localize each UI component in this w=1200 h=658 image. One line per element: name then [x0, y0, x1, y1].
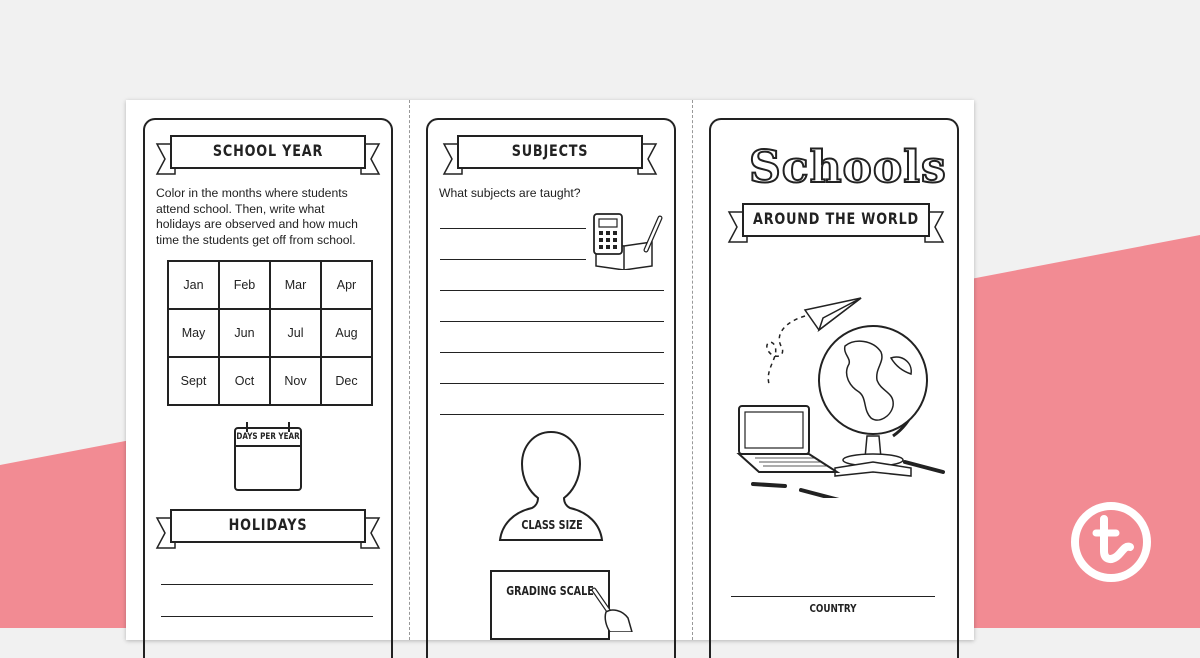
subjects-question: What subjects are taught? [439, 186, 581, 200]
banner-holidays-text: HOLIDAYS [228, 515, 308, 534]
country-write-line[interactable] [731, 596, 935, 597]
subject-write-line[interactable] [440, 352, 664, 353]
calendar-icon [233, 420, 303, 492]
grading-scale-label: GRADING SCALE [506, 584, 594, 598]
month-cell[interactable]: Sept [168, 357, 219, 405]
subject-write-line[interactable] [440, 383, 664, 384]
month-cell[interactable]: Mar [270, 261, 321, 309]
fold-line-1 [409, 100, 410, 640]
country-label: COUNTRY [809, 602, 857, 615]
days-per-year-box[interactable] [233, 420, 303, 492]
teach-starter-logo-icon[interactable] [1066, 497, 1156, 587]
panel-subjects [426, 118, 676, 658]
banner-around-the-world [727, 202, 945, 244]
calculator-book-icon [590, 212, 666, 270]
month-cell[interactable]: Jul [270, 309, 321, 357]
panel-cover [709, 118, 959, 658]
school-year-instructions: Color in the months where students attend school. Then, write what holidays are observed and how much time the students get off from school. [156, 186, 358, 247]
month-cell[interactable]: Nov [270, 357, 321, 405]
month-cell[interactable]: Jan [168, 261, 219, 309]
banner-school-year-text: SCHOOL YEAR [212, 141, 324, 160]
subject-write-line[interactable] [440, 414, 664, 415]
cover-title: Schools [749, 142, 947, 193]
days-per-year-label: DAYS PER YEAR [236, 432, 300, 442]
subject-write-line[interactable] [440, 259, 586, 260]
months-calendar-grid [167, 260, 373, 406]
brochure-sheet [126, 100, 974, 640]
banner-around-the-world-text: AROUND THE WORLD [753, 209, 919, 228]
month-cell[interactable]: Jun [219, 309, 270, 357]
globe-laptop-illustration [735, 288, 945, 498]
holiday-write-line[interactable] [161, 616, 373, 617]
month-cell[interactable]: Aug [321, 309, 372, 357]
subject-write-line[interactable] [440, 321, 664, 322]
month-cell[interactable]: Dec [321, 357, 372, 405]
banner-school-year [155, 134, 381, 176]
hand-pencil-icon [588, 582, 634, 632]
banner-holidays [155, 508, 381, 550]
panel-school-year [143, 118, 393, 658]
banner-subjects [442, 134, 658, 176]
holiday-write-line[interactable] [161, 584, 373, 585]
month-cell[interactable]: Oct [219, 357, 270, 405]
class-size-label: CLASS SIZE [521, 518, 583, 532]
month-cell[interactable]: Apr [321, 261, 372, 309]
subject-write-line[interactable] [440, 228, 586, 229]
month-cell[interactable]: May [168, 309, 219, 357]
fold-line-2 [692, 100, 693, 640]
subject-write-line[interactable] [440, 290, 664, 291]
month-cell[interactable]: Feb [219, 261, 270, 309]
banner-subjects-text: SUBJECTS [511, 141, 589, 160]
